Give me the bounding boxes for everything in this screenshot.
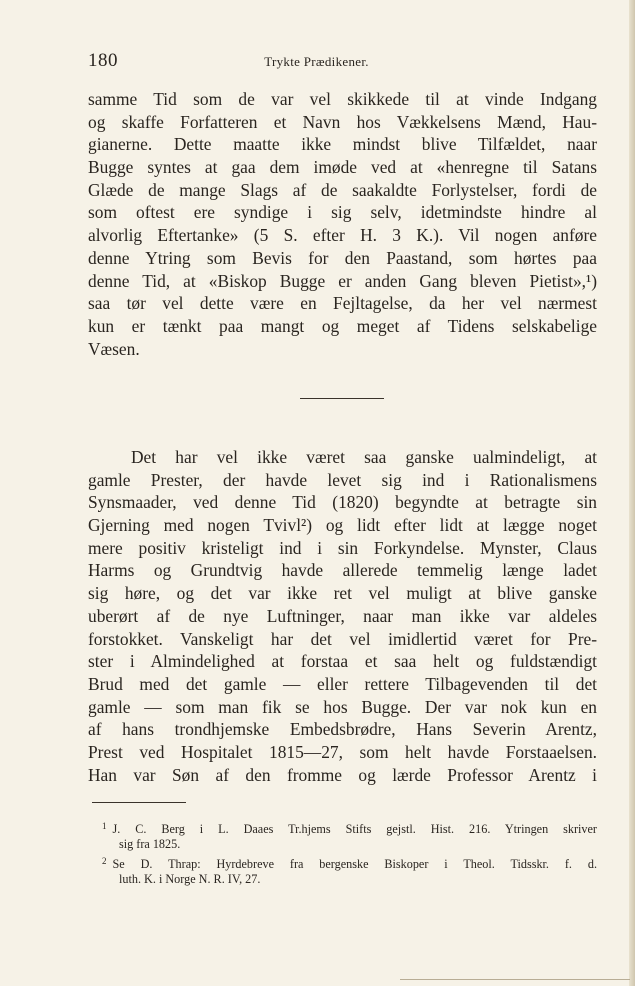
text-line: denne Tid, at «Biskop Bugge er anden Gang bleven Pietist»,¹) <box>88 270 597 291</box>
text-line: Væsen. <box>88 338 140 359</box>
paragraph-2 <box>88 446 597 786</box>
text-line: gamle Prester, der havde levet sig ind i Rationalismens <box>88 469 597 490</box>
paragraph-1 <box>88 88 597 360</box>
footnote-text: sig fra 1825. <box>119 836 181 851</box>
footnote-text: Se D. Thrap: Hyrdebreve fra bergenske Biskoper i Theol. Tidsskr. f. d. <box>112 857 597 872</box>
text-line: Brud med det gamle — eller rettere Tilbagevenden til det <box>88 673 597 694</box>
text-line: Gjerning med nogen Tvivl²) og lidt efter lidt at lægge noget <box>88 515 597 536</box>
text-line: mere positiv kristeligt ind i sin Forkyndelse. Mynster, Claus <box>88 537 597 558</box>
text-line: og skaffe Forfatteren et Navn hos Vækkelsens Mænd, Hau- <box>88 111 597 132</box>
footnote-2 <box>102 853 597 871</box>
text-line: uberørt af de nye Luftninger, naar man ikke var aldeles <box>88 605 597 626</box>
text-line: saa tør vel dette være en Fejltagelse, da her vel nærmest <box>88 293 597 314</box>
footnote-rule <box>92 802 186 803</box>
footnote-1 <box>102 818 597 836</box>
footnote-marker: 2 <box>102 856 107 867</box>
page-header <box>88 50 545 72</box>
text-line: Glæde de mange Slags af de saakaldte Forlystelser, fordi de <box>88 179 597 200</box>
text-line: Det har vel ikke været saa ganske ualmindeligt, at <box>131 447 597 467</box>
footnote-marker: 1 <box>102 821 107 831</box>
text-line: Harms og Grundtvig havde allerede temmelig længe ladet <box>88 560 597 581</box>
text-line: kun er tænkt paa mangt og meget af Tidens selskabelige <box>88 315 597 336</box>
footnote-text: J. C. Berg i L. Daaes Tr.hjems Stifts gejstl. Hist. 216. Ytringen skriver <box>112 822 597 836</box>
text-line: gianerne. Dette maatte ikke mindst blive Tilfældet, naar <box>88 134 597 155</box>
text-line: af hans trondhjemske Embedsbrødre, Hans Severin Arentz, <box>88 719 597 740</box>
page-number: 180 <box>88 50 118 71</box>
running-title: Trykte Prædikener. <box>264 54 369 69</box>
text-line: Synsmaader, ved denne Tid (1820) begyndte at betragte sin <box>88 492 597 513</box>
bottom-edge-line <box>400 979 630 980</box>
text-line: som oftest ere syndige i sig selv, idetmindste hindre al <box>88 202 597 223</box>
text-line: Han var Søn af den fromme og lærde Professor Arentz i <box>88 764 597 785</box>
text-line: sig høre, og det var ikke ret vel muligt at blive ganske <box>88 583 597 604</box>
text-line: ster i Almindelighed at forstaa et saa helt og fuldstændigt <box>88 651 597 672</box>
footnote-text: luth. K. i Norge N. R. IV, 27. <box>119 871 261 886</box>
footnotes <box>102 818 597 888</box>
text-line: Bugge syntes at gaa dem imøde ved at «henregne til Satans <box>88 157 597 178</box>
page-edge <box>629 0 635 986</box>
text-line: alvorlig Eftertanke» (5 S. efter H. 3 K.). Vil nogen anføre <box>88 225 597 246</box>
text-line: gamle — som man fik se hos Bugge. Der var nok kun en <box>88 696 597 717</box>
section-separator <box>300 398 384 399</box>
text-line: forstokket. Vanskeligt har det vel imidlertid været for Pre- <box>88 628 597 649</box>
text-line: Prest ved Hospitalet 1815—27, som helt havde Forstaaelsen. <box>88 741 597 762</box>
text-line: denne Ytring som Bevis for den Paastand, som hørtes paa <box>88 247 597 268</box>
text-line: samme Tid som de var vel skikkede til at vinde Indgang <box>88 89 597 109</box>
